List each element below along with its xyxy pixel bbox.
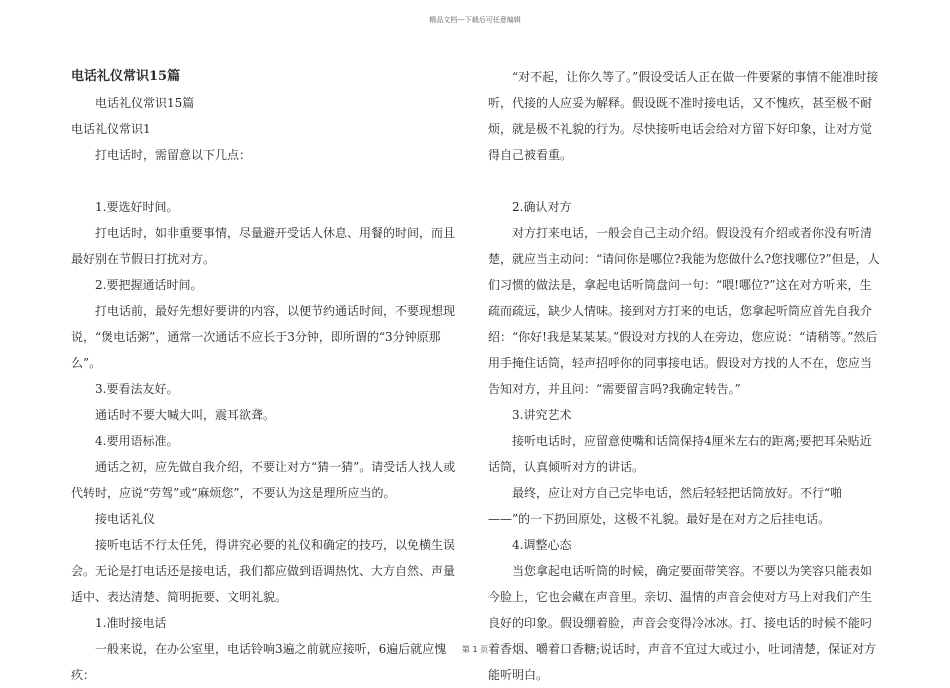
paragraph: 接听电话不行太任凭，得讲究必要的礼仪和确定的技巧，以免横生误会。无论是打电话还是接电话，我们都应做到语调热忱、大方自然、声量适中、表达清楚、简明扼要、文明礼貌。 [71,538,456,604]
paragraph: 电话礼仪常识15篇 [95,96,195,110]
paragraph: 2.要把握通话时间。 [95,278,203,292]
blank-line [488,168,880,194]
paragraph: 接听电话时，应留意使嘴和话筒保持4厘米左右的距离;要把耳朵贴近话筒，认真倾听对方的讲话。 [488,434,872,474]
page-header: 精品文档---下载后可任意编辑 [429,16,521,24]
paragraph: “对不起，让你久等了。”假设受话人正在做一件要紧的事情不能准时接听，代接的人应妥为解释。假设既不准时接电话，又不愧疚，甚至极不耐烦，就是极不礼貌的行为。尽快接听电话会给对方留下好印象，让对方觉得自己被看重。 [488,70,879,162]
paragraph: 2.确认对方 [512,200,572,214]
blank-line [71,168,463,194]
paragraph: 最终，应让对方自己完毕电话，然后轻轻把话筒放好。不行“啪——”的一下扔回原处，这极不礼貌。最好是在对方之后挂电话。 [488,486,843,526]
paragraph: 对方打来电话，一般会自己主动介绍。假设没有介绍或者你没有听清楚，就应当主动问：“请问你是哪位?我能为您做什么?您找哪位?”但是，人们习惯的做法是，拿起电话听筒盘问一句：“喂!哪位?”这在对方听来，生疏而疏远，缺少人情味。接到对方打来的电话，您拿起听筒应首先自我介绍：“你好!我是某某某。”假设对方找的人在旁边，您应说：“请稍等。”然后用手掩住话筒，轻声招呼你的同事接电话。假设对方找的人不在，您应当告知对方，并且问：“需要留言吗?我确定转告。” [488,226,880,396]
paragraph: 通话时不要大喊大叫，震耳欲聋。 [95,408,276,422]
paragraph: 打电话前，最好先想好要讲的内容，以便节约通话时间，不要现想现说，“煲电话粥”，通常一次通话不应长于3分钟，即所谓的“3分钟原那么”。 [71,304,456,370]
paragraph: 1.要选好时间。 [95,200,179,214]
paragraph: 电话礼仪常识1 [71,122,151,136]
paragraph: 当您拿起电话听筒的时候，确定要面带笑容。不要以为笑容只能表如今脸上，它也会藏在声音里。亲切、温情的声音会使对方马上对我们产生良好的印象。假设绷着脸，声音会变得冷冰冰。打、接电话的时候不能叼着香烟、嚼着口香糖;说话时，声音不宜过大或过小，吐词清楚，保证对方能听明白。 [488,564,877,682]
paragraph: 1.准时接电话 [95,616,167,630]
right-column [488,64,880,688]
paragraph: 4.调整心态 [512,538,572,552]
document-title: 电话礼仪常识15篇 [71,69,181,84]
paragraph: 打电话时，需留意以下几点： [95,148,252,162]
paragraph: 通话之初，应先做自我介绍，不要让对方“猜一猜”。请受话人找人或代转时，应说“劳驾”或“麻烦您”，不要认为这是理所应当的。 [71,460,456,500]
paragraph: 3.讲究艺术 [512,408,572,422]
paragraph: 4.要用语标准。 [95,434,179,448]
paragraph: 一般来说，在办公室里，电话铃响3遍之前就应接听，6遍后就应愧疚： [71,642,447,682]
paragraph: 打电话时，如非重要事情，尽量避开受话人休息、用餐的时间，而且最好别在节假日打扰对方。 [71,226,456,266]
left-column [71,64,463,688]
paragraph: 接电话礼仪 [95,512,156,526]
page-footer: 第 1 页 [461,645,489,654]
paragraph: 3.要看法友好。 [95,382,179,396]
